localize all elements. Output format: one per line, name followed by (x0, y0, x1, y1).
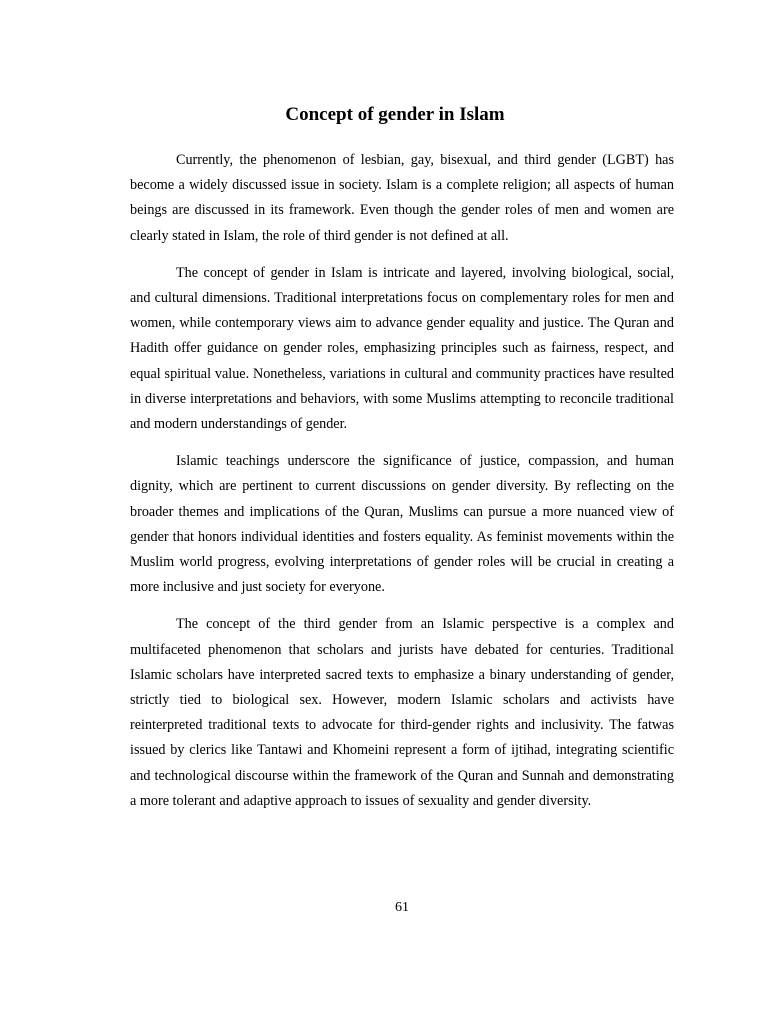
paragraph-1: Currently, the phenomenon of lesbian, gay, bisexual, and third gender (LGBT) has become a widely discussed issue in society. Islam is a complete religion; all aspects of human beings are discussed in its framework. Even though the gender roles of men and women are clearly stated in Islam, the role of third gender is not defined at all. (130, 152, 674, 244)
paragraph-4: The concept of the third gender from an Islamic perspective is a complex and multifaceted phenomenon that scholars and jurists have debated for centuries. Traditional Islamic scholars have interpreted sacred texts to emphasize a binary understanding of gender, strictly tied to biological sex. However, modern Islamic scholars and activists have reinterpreted traditional texts to advocate for third-gender rights and inclusivity. The fatwas issued by clerics like Tantawi and Khomeini represent a form of ijtihad, integrating scientific and technological discourse within the framework of the Quran and Sunnah and demonstrating a more tolerant and adaptive approach to issues of sexuality and gender diversity. (130, 616, 674, 809)
paragraph-2: The concept of gender in Islam is intricate and layered, involving biological, social, and cultural dimensions. Traditional interpretations focus on complementary roles for men and women, while contemporary views aim to advance gender equality and justice. The Quran and Hadith offer guidance on gender roles, emphasizing principles such as fairness, respect, and equal spiritual value. Nonetheless, variations in cultural and community practices have resulted in diverse interpretations and behaviors, with some Muslims attempting to reconcile traditional and modern understandings of gender. (130, 264, 674, 433)
page-title: Concept of gender in Islam (285, 104, 505, 125)
paragraph-3: Islamic teachings underscore the significance of justice, compassion, and human dignity, which are pertinent to current discussions on gender diversity. By reflecting on the broader themes and implications of the Quran, Muslims can pursue a more nuanced view of gender that honors individual identities and fosters equality. As feminist movements within the Muslim world progress, evolving interpretations of gender roles will be crucial in creating a more inclusive and just society for everyone. (130, 453, 674, 596)
page-number: 61 (395, 900, 409, 915)
body-text (130, 148, 674, 826)
